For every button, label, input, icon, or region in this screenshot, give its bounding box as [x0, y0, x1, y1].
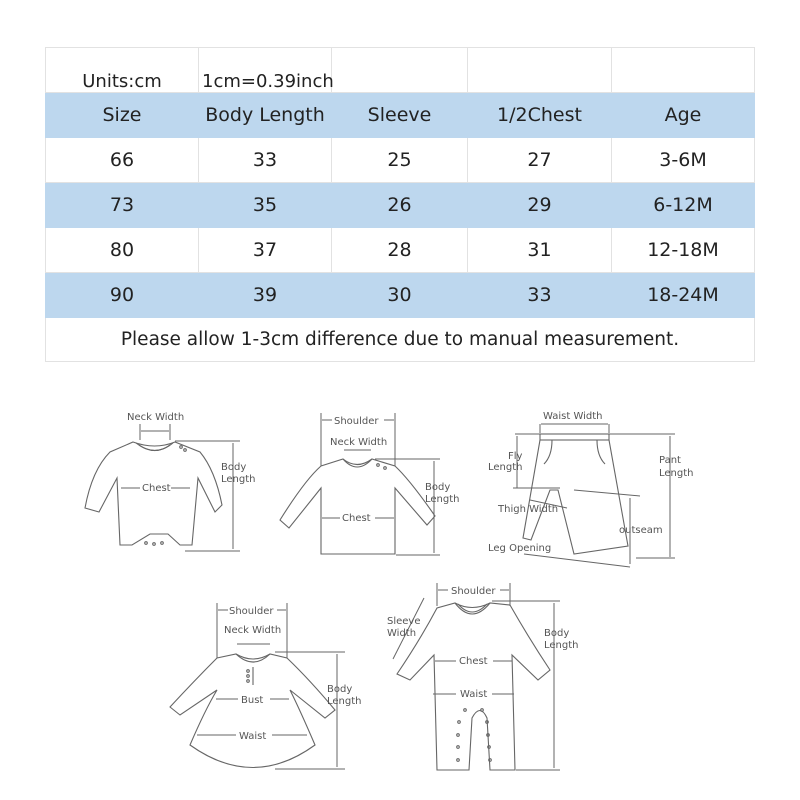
label-waist: Waist [239, 731, 267, 742]
cell-body-length: 35 [199, 183, 332, 228]
cell-age: 3-6M [612, 138, 755, 183]
header-age: Age [612, 93, 755, 138]
label-bust: Bust [241, 695, 264, 706]
label-pant-length: Length [659, 468, 694, 479]
label-neck-width: Neck Width [224, 625, 282, 636]
label-waist-width: Waist Width [543, 411, 603, 422]
measurement-note: Please allow 1-3cm difference due to manual measurement. [46, 318, 755, 362]
header-half-chest: 1/2Chest [468, 93, 612, 138]
cell-size: 90 [46, 273, 199, 318]
conversion-label: 1cm=0.39inch [199, 48, 332, 93]
label-length: Length [221, 474, 256, 485]
cell-half-chest: 27 [468, 138, 612, 183]
label-body: Body [425, 482, 451, 493]
cell-size: 66 [46, 138, 199, 183]
label-length: Length [544, 640, 579, 651]
label-length: Length [425, 494, 460, 505]
label-length: Length [327, 696, 362, 707]
label-outseam: outseam [619, 525, 663, 536]
cell-sleeve: 25 [332, 138, 468, 183]
cell-body-length: 33 [199, 138, 332, 183]
label-shoulder: Shoulder [451, 586, 496, 597]
cell-body-length: 37 [199, 228, 332, 273]
label-shoulder: Shoulder [334, 416, 379, 427]
label-pant: Pant [659, 455, 681, 466]
romper-icon [393, 583, 560, 770]
label-sleeve-width: Width [387, 628, 417, 639]
label-chest: Chest [142, 483, 171, 494]
cell-sleeve: 28 [332, 228, 468, 273]
label-fly-length: Length [488, 462, 523, 473]
header-size: Size [46, 93, 199, 138]
cell-sleeve: 26 [332, 183, 468, 228]
label-shoulder: Shoulder [229, 606, 274, 617]
label-chest: Chest [342, 513, 371, 524]
top-shirt-icon [280, 413, 440, 555]
label-body: Body [221, 462, 247, 473]
cell-size: 73 [46, 183, 199, 228]
cell-age: 12-18M [612, 228, 755, 273]
cell-size: 80 [46, 228, 199, 273]
cell-half-chest: 33 [468, 273, 612, 318]
label-chest: Chest [459, 656, 488, 667]
header-sleeve: Sleeve [332, 93, 468, 138]
cell-half-chest: 29 [468, 183, 612, 228]
label-fly: Fly [508, 451, 523, 462]
cell-body-length: 39 [199, 273, 332, 318]
label-leg-opening: Leg Opening [488, 543, 552, 554]
label-neck-width: Neck Width [330, 437, 388, 448]
cell-age: 18-24M [612, 273, 755, 318]
label-waist: Waist [460, 689, 488, 700]
cell-age: 6-12M [612, 183, 755, 228]
header-body-length: Body Length [199, 93, 332, 138]
label-neck-width: Neck Width [127, 412, 185, 423]
label-body: Body [544, 628, 570, 639]
cell-sleeve: 30 [332, 273, 468, 318]
label-sleeve: Sleeve [387, 616, 421, 627]
units-label: Units:cm [46, 48, 199, 93]
label-thigh-width: Thigh Width [498, 504, 559, 515]
cell-half-chest: 31 [468, 228, 612, 273]
label-body: Body [327, 684, 353, 695]
